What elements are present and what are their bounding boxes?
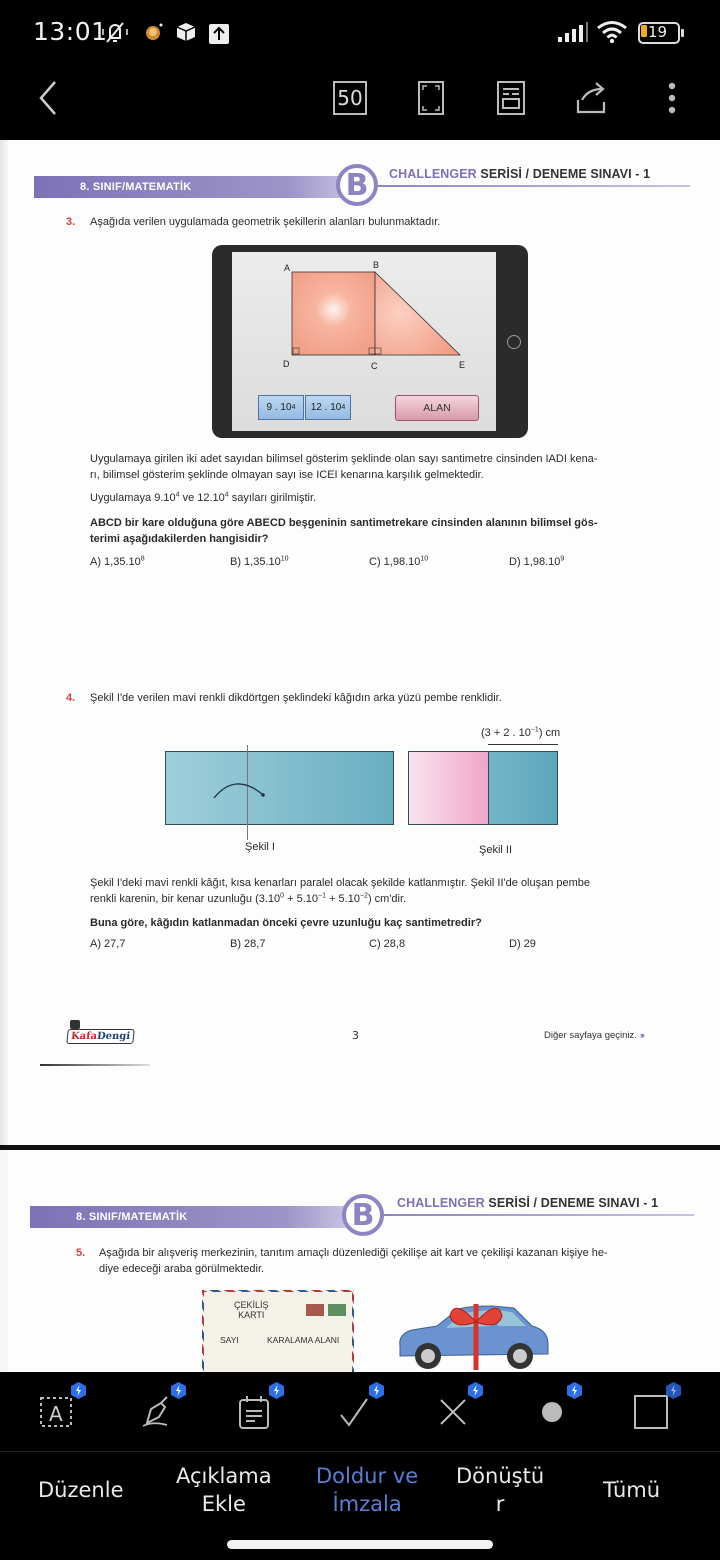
figure-caption-1: Şekil I: [245, 841, 275, 853]
mute-vibrate-icon: [100, 20, 130, 44]
vertex-label-a: A: [284, 263, 291, 273]
vertex-label-b: B: [373, 260, 380, 270]
fit-page-button[interactable]: [415, 76, 447, 120]
number-input-1[interactable]: 9 . 10 4: [258, 395, 304, 420]
tablet-home-button: [507, 335, 521, 349]
premium-bolt-icon: [71, 1382, 86, 1399]
answer-option-a[interactable]: A) 1,35.10$^8$: [90, 555, 145, 568]
gift-car-image: [392, 1296, 552, 1372]
page-number: 50: [333, 81, 367, 115]
signature-tool[interactable]: [136, 1390, 176, 1434]
pdf-page-4: 8. SINIF/MATEMATİK B CHALLENGER SERİSİ / DENEME SINAVI - 1 5. Aşağıda bir alışveriş merkezinin, tanıtım amaçlı düzenlediği çekilişe ait kart ve çekilişi kazanan kişiye he- diye edeceği araba görülmektedir. ÇEKİLİŞ KARTI SAYI KARALAMA ALANI: [0, 1150, 720, 1372]
premium-bolt-icon: [666, 1382, 681, 1399]
vertex-label-d: D: [283, 359, 290, 369]
answer-option-d[interactable]: D) 1,98.10$^9$: [509, 555, 565, 568]
more-options-icon: [667, 80, 677, 116]
battery-level: 19: [648, 23, 668, 41]
answer-option-c[interactable]: C) 1,98.10$^{10}$: [369, 555, 429, 568]
text-box-tool[interactable]: [36, 1390, 76, 1434]
wifi-icon: [596, 20, 628, 44]
given-values: Uygulamaya 9.10$^4$ ve 12.10$^4$ sayıları girilmiştir.: [90, 491, 317, 504]
question-intro: Şekil I'de verilen mavi renkli dikdörtgen şeklindeki kâğıdın arka yüzü pembe renklidir.: [90, 692, 502, 704]
area-button[interactable]: ALAN: [395, 395, 479, 421]
pen-sign-icon: [139, 1395, 173, 1429]
chevrons-right-icon: ›››: [639, 1030, 644, 1041]
page-number-footer: 3: [352, 1029, 359, 1042]
more-options-button[interactable]: [658, 76, 686, 120]
question-intro: Aşağıda verilen uygulamada geometrik şekillerin alanları bulunmaktadır.: [90, 216, 441, 228]
answer-option-d[interactable]: D) 29: [509, 938, 536, 950]
answer-option-b[interactable]: B) 1,35.10$^{10}$: [230, 555, 289, 568]
battery-icon: [638, 22, 684, 44]
fit-page-icon: [417, 80, 445, 116]
premium-bolt-icon: [269, 1382, 284, 1399]
status-bar: [0, 0, 720, 62]
series-title: CHALLENGER SERİSİ / DENEME SINAVI - 1: [397, 1196, 659, 1210]
bottom-tab-bar: [0, 1452, 720, 1560]
premium-bolt-icon: [468, 1382, 483, 1399]
rectangle-tool[interactable]: [631, 1390, 671, 1434]
tab-all[interactable]: Tümü: [603, 1478, 661, 1502]
stamp-icon: [306, 1304, 324, 1316]
back-button[interactable]: [30, 76, 66, 120]
series-title: CHALLENGER SERİSİ / DENEME SINAVI - 1: [389, 167, 651, 181]
text-box-icon: [39, 1395, 73, 1429]
premium-bolt-icon: [369, 1382, 384, 1399]
question-intro: Aşağıda bir alışveriş merkezinin, tanıtım amaçlı düzenlediği çekilişe ait kart ve çekilişi kazanan kişiye he-: [99, 1247, 608, 1259]
form-note-icon: [237, 1394, 271, 1430]
share-icon: [574, 80, 610, 116]
cross-tool[interactable]: [433, 1390, 473, 1434]
fold-arrow-icon: [210, 776, 270, 806]
dot-tool[interactable]: [532, 1390, 572, 1434]
figure-caption-2: Şekil II: [479, 844, 513, 856]
premium-bolt-icon: [567, 1382, 582, 1399]
square-side-length: renkli karenin, bir kenar uzunluğu $(3.10^0 + 5.10^{-1} + 5.10^{-2})$ cm'dir.: [90, 892, 407, 905]
status-time: 13:01: [33, 17, 108, 46]
stamp-icon: [328, 1304, 346, 1316]
subject-header: 8. SINIF/MATEMATİK: [30, 1206, 350, 1228]
avatar-notification-icon: [143, 20, 165, 44]
number-input-2[interactable]: 12 . 10 4: [305, 395, 351, 420]
question-stem: Buna göre, kâğıdın katlanmadan önceki çevre uzunluğu kaç santimetredir?: [90, 917, 482, 929]
next-page-note: Diğer sayfaya geçiniz. ›››: [544, 1030, 644, 1041]
signal-icon: [556, 20, 590, 44]
question-number: 4.: [66, 692, 76, 704]
share-button[interactable]: [572, 76, 612, 120]
cross-icon: [436, 1395, 470, 1429]
dot-icon: [535, 1395, 569, 1429]
question-number: 5.: [76, 1247, 86, 1259]
checkmark-tool[interactable]: [334, 1390, 374, 1434]
dimension-line: [488, 744, 558, 745]
document-viewport[interactable]: [0, 140, 720, 1372]
question-number: 3.: [66, 216, 76, 228]
series-logo: B: [342, 1194, 384, 1236]
vertex-label-e: E: [459, 360, 466, 370]
tab-edit[interactable]: Düzenle: [38, 1478, 124, 1502]
tablet-figure: [212, 245, 528, 438]
bag-icon: [70, 1020, 80, 1029]
page-number-button[interactable]: [332, 76, 368, 120]
checkmark-icon: [337, 1395, 371, 1429]
tablet-screen: [232, 252, 496, 431]
premium-bolt-icon: [171, 1382, 186, 1399]
svg-text:A: A: [49, 1402, 63, 1426]
dimension-label: (3 + 2 . $10^{-1}$) cm: [481, 726, 561, 739]
pentagon-figure: [232, 252, 496, 382]
pink-square: [408, 751, 488, 825]
rectangle-icon: [633, 1394, 669, 1430]
page-layout-button[interactable]: [495, 76, 527, 120]
publisher-logo: KafaDengi: [67, 1019, 137, 1045]
question-stem: ABCD bir kare olduğuna göre ABECD beşgeninin santimetrekare cinsinden alanının bilimsel gös-: [90, 517, 598, 529]
paper-figure-1: [165, 751, 394, 825]
form-note-tool[interactable]: [234, 1390, 274, 1434]
subject-header: 8. SINIF/MATEMATİK: [34, 176, 354, 198]
upload-icon: [208, 22, 230, 46]
home-indicator[interactable]: [227, 1540, 493, 1549]
answer-option-b[interactable]: B) 28,7: [230, 938, 266, 950]
blue-rectangle: [488, 751, 558, 825]
tab-convert[interactable]: Dönüştü r: [456, 1464, 545, 1516]
pdf-page-3: 8. SINIF/MATEMATİK B CHALLENGER SERİSİ / DENEME SINAVI - 1 3. Aşağıda verilen uygulamada geometrik şekillerin alanları bulunmaktadır. A B D C E 9 . 10 4 12 . 10 4 ALAN Uygulamaya girilen iki adet sayıdan bilimsel gösterim şeklinde olan sayı santimetre cinsinden IADI kena- rı, bilimsel gösterim şeklinde olmayan sayı ise ICEI kenarına karşılık gelmektedir. Uygulamaya 9.10$^4$ ve 12.10$^4$ sayıları girilmiştir. ABCD bir kare olduğuna göre ABECD beşgeninin santimetrekare cinsinden alanının bilimsel gös- terimi aşağıdakilerden hangisidir? A) 1,35.10$^8$ B) 1,35.10$^{10}$ C) 1,98.10$^{10}$ D) 1,98.10$^9$ 4. Şekil I'de verilen mavi renkli dikdörtgen şeklindeki kâğıdın arka yüzü pembe renklidir. (3 + 2 . $10^{-1}$) cm Şekil I Şekil II Şekil I'deki mavi renkli kâğıt, kısa kenarları paralel olacak şekilde katlanmıştır. Şekil II'de oluşan pembe renkli karenin, bir kenar uzunluğu $(3.10^0 + 5.10^{-1} + 5.10^{-2})$ cm'dir. Buna göre, kâğıdın katlanmadan önceki çevre uzunluğu kaç santimetredir? A) 27,7 B) 28,7 C) 28,8 D) 29 KafaDengi 3 Diğer sayfaya geçiniz. ›››: [0, 140, 720, 1145]
annotation-toolbar: [0, 1372, 720, 1452]
tab-fill-and-sign[interactable]: Doldur ve İmzala: [316, 1464, 419, 1516]
series-logo: B: [336, 164, 378, 206]
tab-add-comment[interactable]: Açıklama Ekle: [176, 1464, 272, 1516]
package-icon: [175, 20, 197, 44]
vertex-label-c: C: [371, 361, 378, 371]
back-icon: [37, 80, 59, 116]
app-toolbar: [0, 62, 720, 140]
raffle-card: ÇEKİLİŞ KARTI SAYI KARALAMA ALANI: [202, 1290, 354, 1372]
answer-option-a[interactable]: A) 27,7: [90, 938, 126, 950]
answer-option-c[interactable]: C) 28,8: [369, 938, 406, 950]
page-layout-icon: [496, 80, 526, 116]
